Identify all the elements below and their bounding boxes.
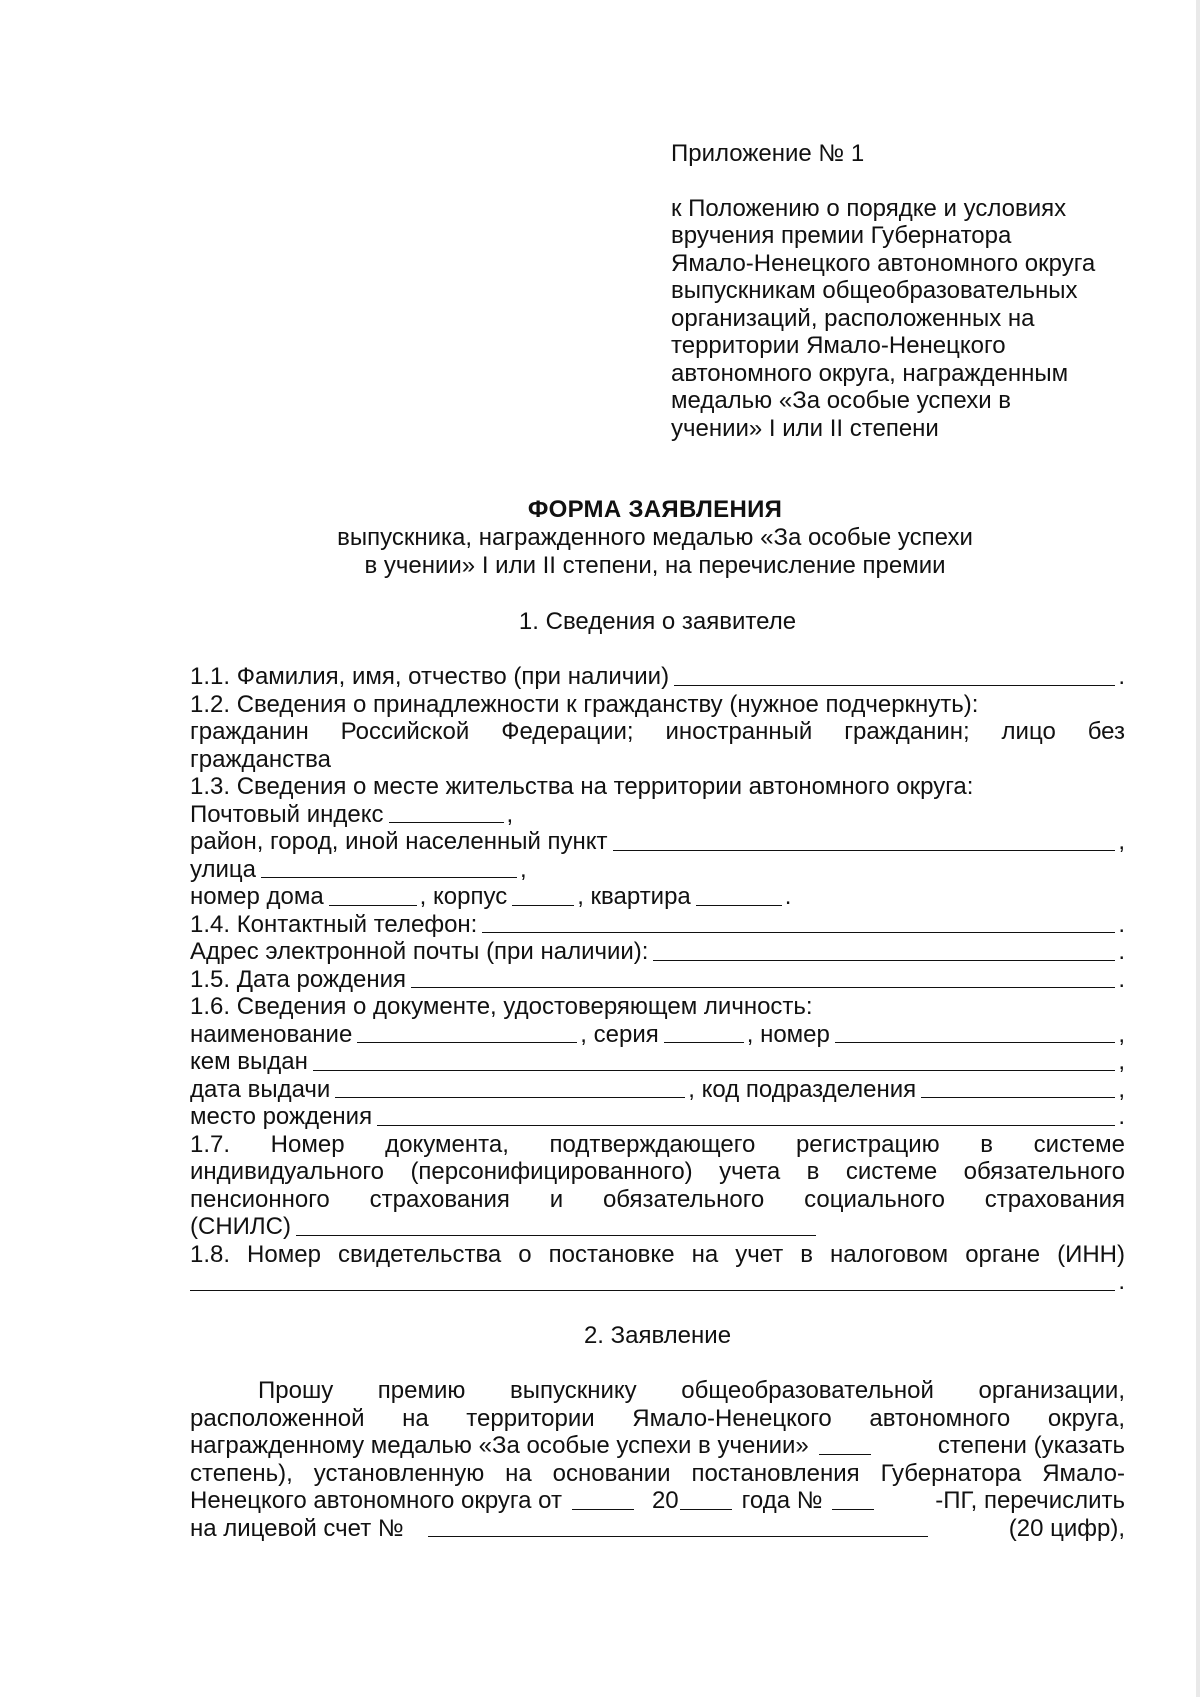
postal-index-field[interactable] bbox=[389, 821, 504, 823]
birth-date-row bbox=[190, 966, 1125, 994]
appendix-line: автономного округа, награжденным bbox=[671, 359, 1069, 387]
id-document-heading-row bbox=[190, 993, 1125, 1021]
appendix-line: территории Ямало-Ненецкого bbox=[671, 332, 1006, 359]
paragraph-line bbox=[190, 1377, 1125, 1405]
punctuation: , bbox=[1118, 828, 1125, 855]
paragraph-text: Прошу премию выпускнику общеобразовательной организации, bbox=[258, 1377, 1125, 1404]
punctuation: . bbox=[1118, 663, 1125, 690]
section-1-heading: 1. Сведения о заявителе bbox=[518, 608, 797, 635]
punctuation: , bbox=[1118, 1020, 1125, 1048]
doc-series-field[interactable] bbox=[664, 1041, 744, 1043]
form-subtitle-line: выпускника, награжденного медалью «За особые успехи bbox=[337, 524, 973, 551]
account-number-field[interactable] bbox=[428, 1535, 928, 1537]
paragraph-text: степени (указать bbox=[937, 1432, 1125, 1459]
doc-number-label: , номер bbox=[746, 1020, 830, 1048]
birth-place-row bbox=[190, 1103, 1125, 1131]
id-document-label: 1.6. Сведения о документе, удостоверяющем личность: bbox=[190, 993, 813, 1020]
paragraph-text: награжденному медалью «За особые успехи в учении» bbox=[190, 1432, 809, 1459]
email-field[interactable] bbox=[653, 959, 1115, 961]
building-field[interactable] bbox=[512, 904, 574, 906]
doc-name-label: наименование bbox=[190, 1020, 353, 1048]
paragraph-text: (20 цифр), bbox=[1008, 1514, 1125, 1542]
phone-field[interactable] bbox=[482, 931, 1115, 933]
issue-date-field[interactable] bbox=[335, 1096, 685, 1098]
snils-label: (СНИЛС) bbox=[190, 1213, 291, 1240]
medal-degree-field[interactable] bbox=[819, 1453, 871, 1455]
issued-by-label: кем выдан bbox=[190, 1048, 308, 1075]
issue-date-row bbox=[190, 1076, 1125, 1104]
citizenship-options[interactable]: гражданин Российской Федерации; иностранный гражданин; лицо без bbox=[190, 718, 1125, 745]
building-label: , корпус bbox=[419, 883, 508, 910]
paragraph-text: Ненецкого автономного округа от bbox=[190, 1487, 562, 1514]
email-row bbox=[190, 938, 1125, 966]
full-name-row bbox=[190, 663, 1125, 691]
inn-row bbox=[190, 1268, 1125, 1296]
house-row bbox=[190, 883, 1125, 911]
form-title: ФОРМА ЗАЯВЛЕНИЯ bbox=[527, 496, 783, 523]
phone-row bbox=[190, 911, 1125, 939]
appendix-line: выпускникам общеобразовательных bbox=[671, 277, 1078, 304]
division-code-field[interactable] bbox=[921, 1096, 1115, 1098]
locality-row bbox=[190, 828, 1125, 856]
paragraph-line: степень), установленную на основании постановления Губернатора Ямало- bbox=[190, 1459, 1125, 1487]
punctuation: , bbox=[1118, 1075, 1125, 1103]
applicant-info-section bbox=[190, 663, 1125, 1296]
apartment-field[interactable] bbox=[696, 904, 782, 906]
apartment-label: , квартира bbox=[577, 883, 691, 910]
street-field[interactable] bbox=[261, 876, 517, 878]
paragraph-text: -ПГ, перечислить bbox=[935, 1487, 1125, 1514]
paragraph-line bbox=[190, 1432, 1125, 1460]
decree-day-month-field[interactable] bbox=[572, 1508, 634, 1510]
punctuation: , bbox=[506, 800, 514, 828]
street-label: улица bbox=[190, 855, 256, 883]
citizenship-label: 1.2. Сведения о принадлежности к гражданству (нужное подчеркнуть): bbox=[190, 690, 979, 718]
birth-place-field[interactable] bbox=[377, 1124, 1115, 1126]
punctuation: . bbox=[784, 883, 792, 910]
punctuation: . bbox=[1118, 910, 1125, 938]
postal-index-row bbox=[190, 801, 1125, 829]
punctuation: . bbox=[1118, 965, 1125, 993]
section-2-heading: 2. Заявление bbox=[583, 1322, 732, 1349]
punctuation: , bbox=[519, 855, 527, 883]
appendix-line: к Положению о порядке и условиях bbox=[671, 194, 1067, 222]
paragraph-text: года № bbox=[741, 1487, 823, 1514]
issued-by-field[interactable] bbox=[313, 1069, 1115, 1071]
email-label: Адрес электронной почты (при наличии): bbox=[190, 938, 649, 965]
doc-name-field[interactable] bbox=[357, 1041, 577, 1043]
punctuation: . bbox=[1118, 938, 1125, 965]
scan-edge bbox=[1196, 0, 1200, 1697]
snils-text-line: пенсионного страхования и обязательного социального страхования bbox=[190, 1185, 1125, 1213]
locality-field[interactable] bbox=[613, 849, 1116, 851]
locality-label: район, город, иной населенный пункт bbox=[190, 828, 608, 855]
paragraph-text: 20 bbox=[651, 1487, 679, 1514]
house-field[interactable] bbox=[329, 904, 417, 906]
doc-number-field[interactable] bbox=[835, 1041, 1115, 1043]
issue-date-label: дата выдачи bbox=[190, 1075, 331, 1103]
snils-field[interactable] bbox=[296, 1234, 816, 1236]
paragraph-line: расположенной на территории Ямало-Ненецкого автономного округа, bbox=[190, 1404, 1125, 1432]
citizenship-option-stateless[interactable]: гражданства bbox=[190, 745, 331, 773]
street-row bbox=[190, 856, 1125, 884]
appendix-number: Приложение № 1 bbox=[671, 140, 865, 167]
snils-text-line: 1.7. Номер документа, подтверждающего регистрацию в системе bbox=[190, 1130, 1125, 1158]
full-name-field[interactable] bbox=[674, 684, 1115, 686]
issued-by-row bbox=[190, 1048, 1125, 1076]
form-subtitle-line: в учении» I или II степени, на перечисление премии bbox=[364, 552, 946, 579]
birth-date-field[interactable] bbox=[411, 986, 1115, 988]
appendix-line: учении» I или II степени bbox=[671, 414, 939, 442]
postal-index-label: Почтовый индекс bbox=[190, 800, 384, 828]
snils-text-line: индивидуального (персонифицированного) учета в системе обязательного bbox=[190, 1158, 1125, 1185]
punctuation: . bbox=[1118, 1268, 1125, 1295]
paragraph-line bbox=[190, 1515, 1125, 1543]
birth-date-label: 1.5. Дата рождения bbox=[190, 965, 406, 993]
doc-name-row bbox=[190, 1021, 1125, 1049]
punctuation: . bbox=[1118, 1103, 1125, 1130]
full-name-label: 1.1. Фамилия, имя, отчество (при наличии) bbox=[190, 663, 670, 690]
phone-label: 1.4. Контактный телефон: bbox=[190, 910, 478, 938]
decree-number-field[interactable] bbox=[832, 1508, 874, 1510]
division-code-label: , код подразделения bbox=[688, 1075, 917, 1103]
decree-year-field[interactable] bbox=[680, 1508, 732, 1510]
punctuation: , bbox=[1118, 1048, 1125, 1075]
birth-place-label: место рождения bbox=[190, 1103, 373, 1130]
form-title-block bbox=[150, 496, 1160, 580]
inn-field[interactable] bbox=[190, 1289, 1115, 1291]
residence-label: 1.3. Сведения о месте жительства на территории автономного округа: bbox=[190, 773, 974, 800]
doc-series-label: , серия bbox=[580, 1020, 659, 1048]
paragraph-line bbox=[190, 1487, 1125, 1515]
application-paragraph bbox=[190, 1377, 1125, 1542]
appendix-line: организаций, расположенных на bbox=[671, 304, 1035, 332]
inn-label: 1.8. Номер свидетельства о постановке на учет в налоговом органе (ИНН) bbox=[190, 1240, 1125, 1268]
residence-heading-row bbox=[190, 773, 1125, 801]
appendix-line: медалью «За особые успехи в bbox=[671, 387, 1012, 414]
house-label: номер дома bbox=[190, 883, 324, 910]
snils-row bbox=[190, 1213, 1125, 1241]
appendix-line: Ямало-Ненецкого автономного округа bbox=[671, 249, 1096, 277]
citizenship-row bbox=[190, 691, 1125, 719]
paragraph-text: на лицевой счет № bbox=[190, 1514, 404, 1542]
citizenship-options-cont[interactable] bbox=[190, 746, 1125, 774]
appendix-line: вручения премии Губернатора bbox=[671, 222, 1012, 249]
appendix-header bbox=[671, 140, 1141, 442]
